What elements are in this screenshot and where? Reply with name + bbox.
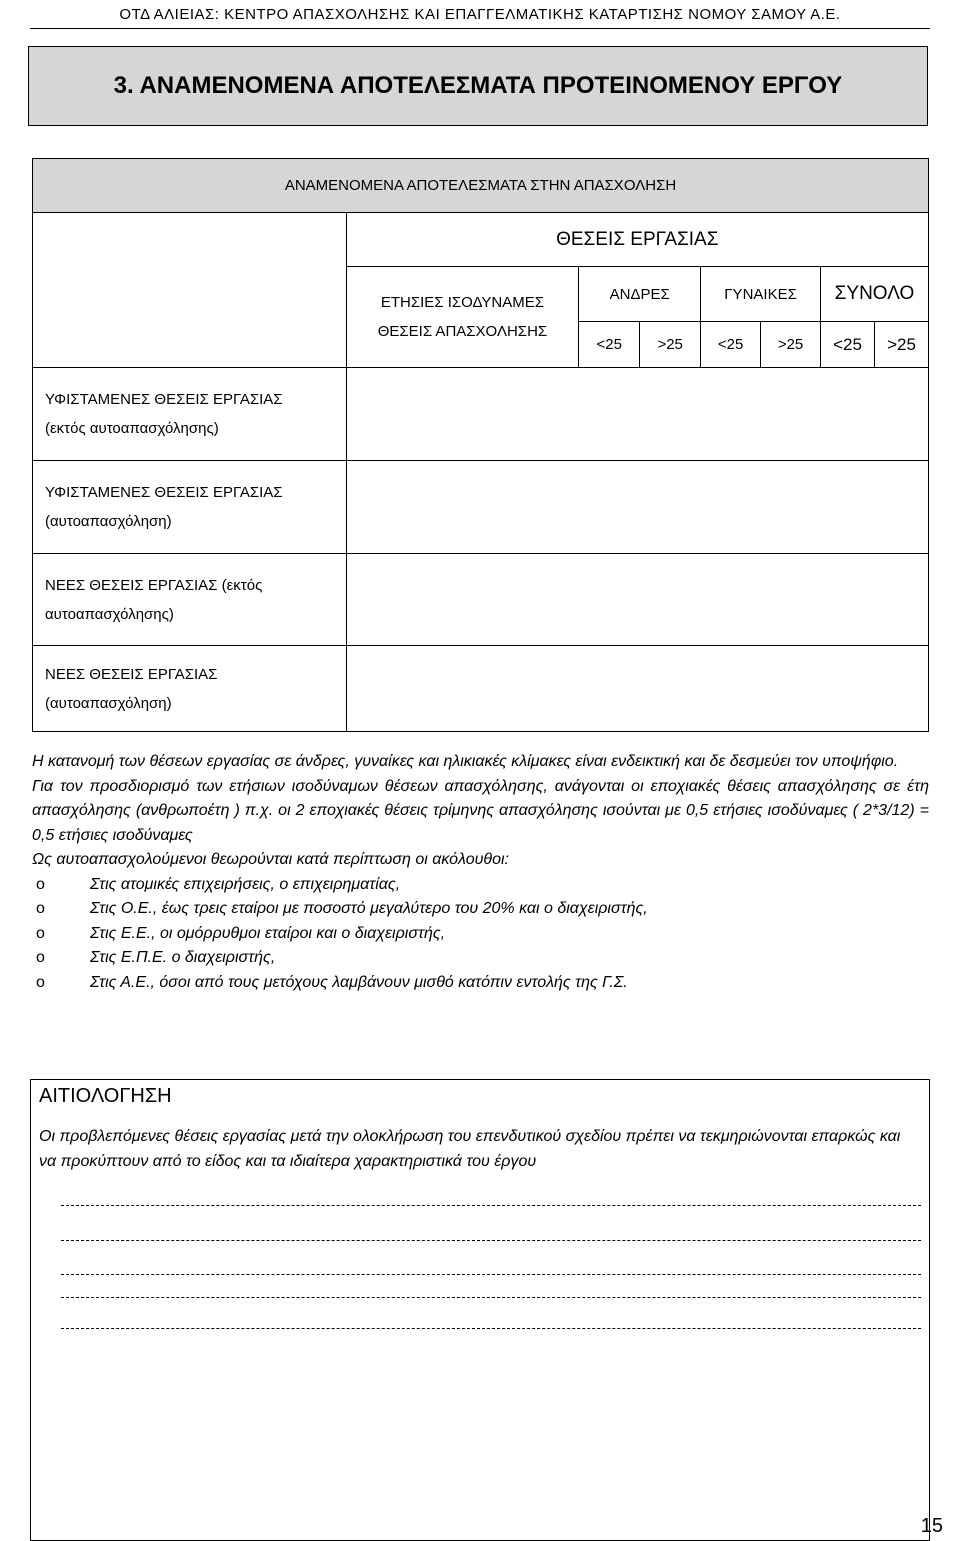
justification-text: Οι προβλεπόμενες θέσεις εργασίας μετά την ολοκλήρωση του επενδυτικού σχεδίου πρέπει να τεκμηριώνονται επαρκώς και να προκύπτουν από το είδος και τα ιδιαίτερα χαρακτηριστικά του έργου <box>39 1128 901 1170</box>
note-distribution: Η κατανομή των θέσεων εργασίας σε άνδρες, γυναίκες και ηλικιακές κλίμακες είναι ενδεικτική και δε δεσμεύει τον υποψήφιο. <box>32 753 899 770</box>
notes-section <box>32 750 929 995</box>
row-values-cell <box>346 461 928 554</box>
row-label <box>33 554 347 646</box>
col-women-under-25: <25 <box>701 322 761 368</box>
list-item <box>32 873 929 898</box>
justification-box <box>30 1079 930 1541</box>
blank-line[interactable] <box>61 1205 921 1206</box>
list-item-text: Στις Ο.Ε., έως τρεις εταίροι με ποσοστό μεγαλύτερο του 20% και ο διαχειριστής, <box>90 900 648 917</box>
list-item-text: Στις Ε.Π.Ε. ο διαχειριστής, <box>90 949 276 966</box>
col-men-over-25: >25 <box>640 322 701 368</box>
bullet-icon: o <box>36 949 45 966</box>
row-label-line2: (αυτοαπασχόληση) <box>45 513 172 530</box>
list-item-text: Στις Α.Ε., όσοι από τους μετόχους λαμβάνουν μισθό κατόπιν εντολής της Γ.Σ. <box>90 973 628 991</box>
page-number: 15 <box>920 1515 943 1537</box>
list-item <box>32 922 929 947</box>
list-item <box>32 971 929 996</box>
list-item <box>32 946 929 971</box>
col-total: ΣΥΝΟΛΟ <box>821 267 929 322</box>
row-label-line2: αυτοαπασχόλησης) <box>45 605 174 623</box>
bullet-icon: o <box>36 924 45 942</box>
blank-line[interactable] <box>61 1240 921 1241</box>
col-total-over-25: >25 <box>874 322 928 368</box>
row-label-line1: ΥΦΙΣΤΑΜΕΝΕΣ ΘΕΣΕΙΣ ΕΡΓΑΣΙΑΣ <box>45 484 283 501</box>
col-annual-equivalent-line2: ΘΕΣΕΙΣ ΑΠΑΣΧΟΛΗΣΗΣ <box>377 323 548 340</box>
row-values-cell <box>346 554 928 646</box>
blank-line[interactable] <box>61 1274 921 1275</box>
list-item-text: Στις ατομικές επιχειρήσεις, ο επιχειρηματίας, <box>90 875 401 893</box>
group-header-jobs: ΘΕΣΕΙΣ ΕΡΓΑΣΙΑΣ <box>346 213 928 267</box>
row-label <box>33 646 347 732</box>
note-annual-equivalent: Για τον προσδιορισμό των ετήσιων ισοδύναμων θέσεων απασχόλησης, ανάγονται οι εποχιακές θέσεις απασχόλησης σε έτη απασχόλησης (ανθρωποέτη ) π.χ. οι 2 εποχιακές θέσεις τρίμηνης απασχόλησης ισούνται με 0,5 ετήσιες ισοδύναμες ( 2*3/12) = 0,5 ετήσιες ισοδύναμες <box>32 777 929 844</box>
row-label-line1: ΥΦΙΣΤΑΜΕΝΕΣ ΘΕΣΕΙΣ ΕΡΓΑΣΙΑΣ <box>45 391 283 408</box>
employment-results-table <box>32 158 929 732</box>
blank-line[interactable] <box>61 1297 921 1298</box>
row-label <box>33 368 347 461</box>
col-men-under-25: <25 <box>579 322 640 368</box>
note-self-employed-intro: Ως αυτοαπασχολούμενοι θεωρούνται κατά περίπτωση οι ακόλουθοι: <box>32 851 509 868</box>
row-label-line1: ΝΕΕΣ ΘΕΣΕΙΣ ΕΡΓΑΣΙΑΣ <box>45 665 218 683</box>
col-women-over-25: >25 <box>761 322 821 368</box>
row-values-cell <box>346 646 928 732</box>
table-caption: ΑΝΑΜΕΝΟΜΕΝΑ ΑΠΟΤΕΛΕΣΜΑΤΑ ΣΤΗΝ ΑΠΑΣΧΟΛΗΣΗ <box>33 159 929 213</box>
table-row <box>33 646 929 732</box>
document-header: ΟΤΔ ΑΛΙΕΙΑΣ: ΚΕΝΤΡΟ ΑΠΑΣΧΟΛΗΣΗΣ ΚΑΙ ΕΠΑΓΓΕΛΜΑΤΙΚΗΣ ΚΑΤΑΡΤΙΣΗΣ ΝΟΜΟΥ ΣΑΜΟΥ Α.Ε. <box>119 6 841 23</box>
row-values-cell <box>346 368 928 461</box>
bullet-icon: o <box>36 875 45 893</box>
section-title: 3. ΑΝΑΜΕΝΟΜΕΝΑ ΑΠΟΤΕΛΕΣΜΑΤΑ ΠΡΟΤΕΙΝΟΜΕΝΟΥ ΕΡΓΟΥ <box>28 46 928 126</box>
table-row <box>33 554 929 646</box>
list-item <box>32 897 929 922</box>
row-label <box>33 461 347 554</box>
header-divider <box>30 28 930 29</box>
bullet-icon: o <box>36 973 45 991</box>
list-item-text: Στις Ε.Ε., οι ομόρρυθμοι εταίροι και ο διαχειριστής, <box>90 924 446 942</box>
row-label-line2: (αυτοαπασχόληση) <box>45 694 172 712</box>
table-row <box>33 461 929 554</box>
row-label-line2: (εκτός αυτοαπασχόλησης) <box>45 420 219 437</box>
bullet-icon: o <box>36 900 45 917</box>
blank-line[interactable] <box>61 1328 921 1329</box>
table-row <box>33 368 929 461</box>
row-label-line1: ΝΕΕΣ ΘΕΣΕΙΣ ΕΡΓΑΣΙΑΣ (εκτός <box>45 576 263 594</box>
col-women: ΓΥΝΑΙΚΕΣ <box>701 267 821 322</box>
self-employed-list <box>32 873 929 996</box>
table-corner-cell <box>33 213 347 368</box>
col-men: ΑΝΔΡΕΣ <box>579 267 701 322</box>
col-annual-equivalent <box>346 267 579 368</box>
justification-title: ΑΙΤΙΟΛΟΓΗΣΗ <box>39 1085 172 1107</box>
col-total-under-25: <25 <box>821 322 875 368</box>
col-annual-equivalent-line1: ΕΤΗΣΙΕΣ ΙΣΟΔΥΝΑΜΕΣ <box>380 294 545 311</box>
